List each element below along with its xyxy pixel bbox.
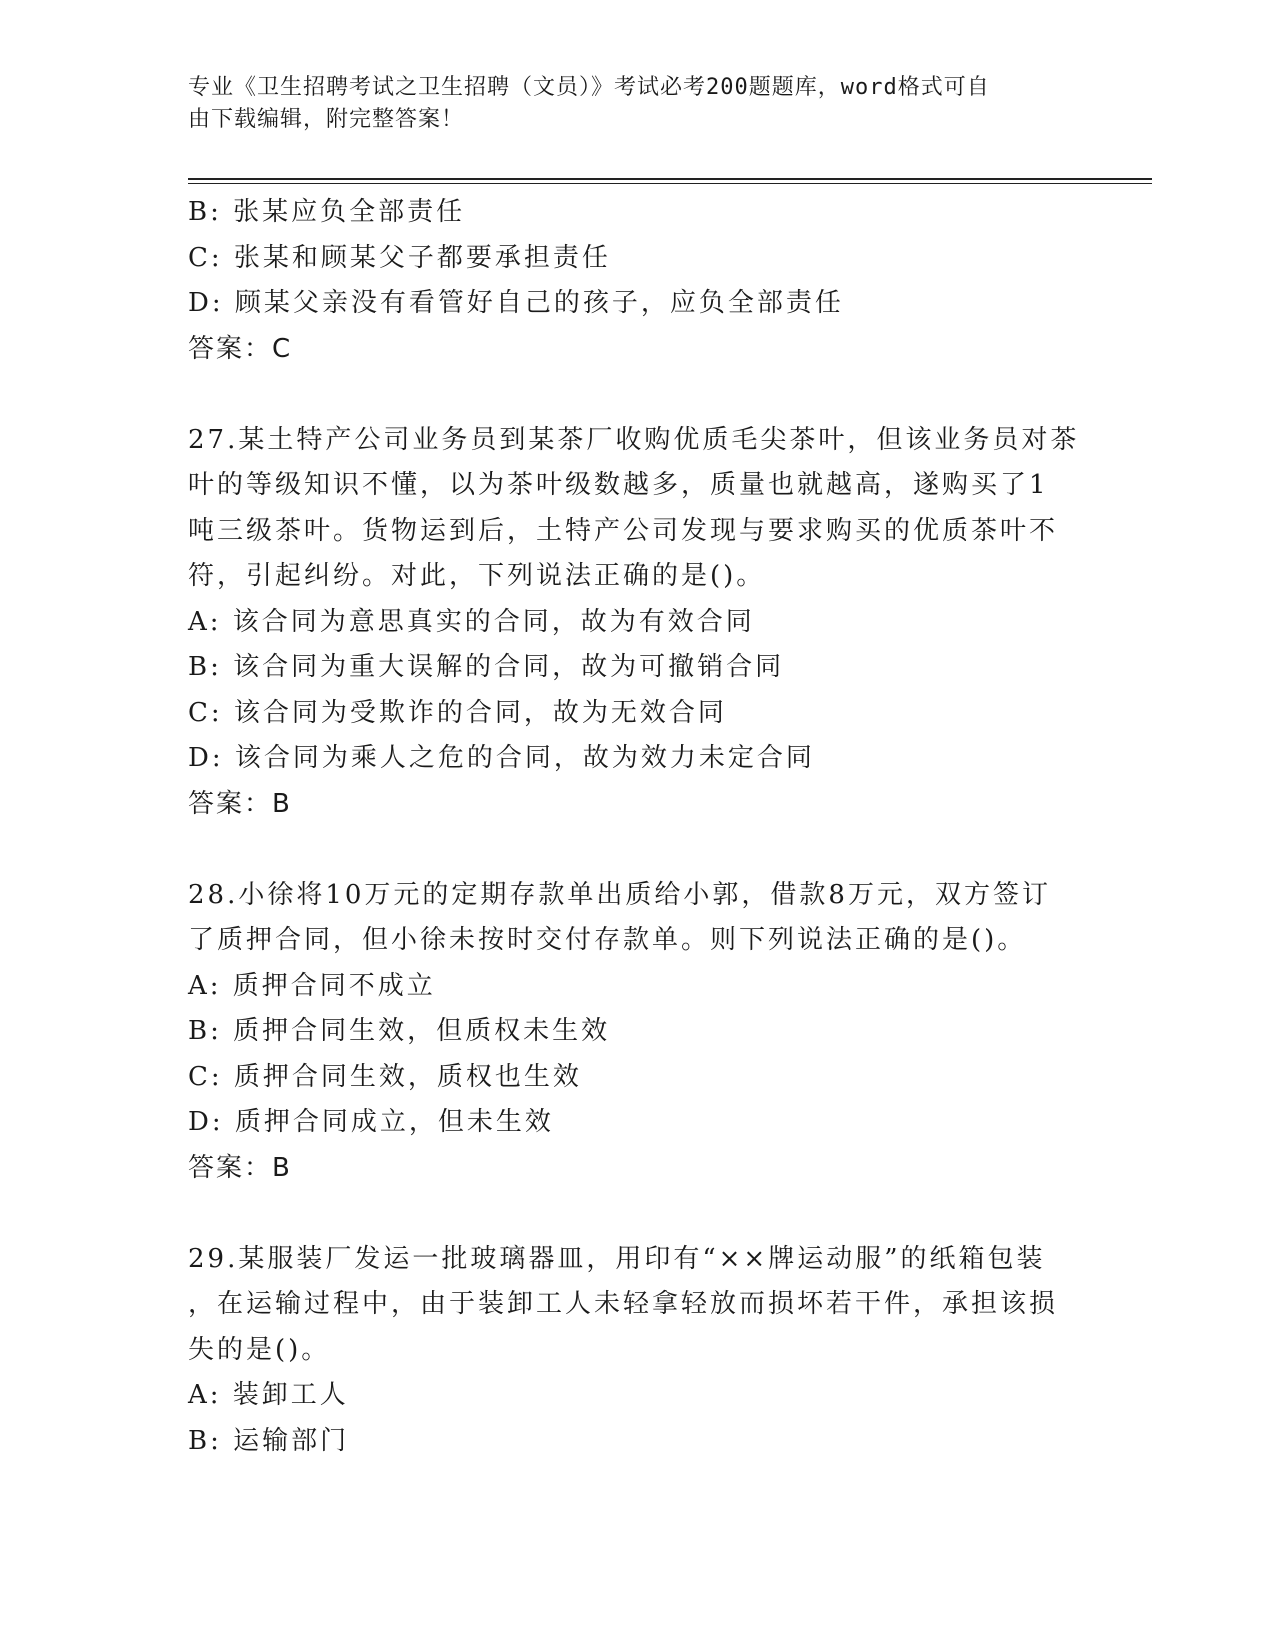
header-line-1: 专业《卫生招聘考试之卫生招聘（文员）》考试必考200题题库，word格式可自 — [188, 75, 990, 100]
question-gap — [188, 1191, 1088, 1237]
document-header — [188, 72, 1068, 136]
question-list — [188, 190, 1088, 1464]
question-stem-line: 28.小徐将10万元的定期存款单出质给小郭，借款8万元，双方签订 — [188, 879, 1051, 910]
question-stem-line: 吨三级茶叶。货物运到后，土特产公司发现与要求购买的优质茶叶不 — [188, 515, 1059, 546]
option-c: C: 张某和顾某父子都要承担责任 — [188, 242, 611, 273]
question-29 — [188, 1237, 1088, 1465]
question-stem-line: 叶的等级知识不懂，以为茶叶级数越多，质量也就越高，遂购买了1 — [188, 470, 1049, 500]
answer-label: 答案：C — [188, 333, 293, 364]
question-27 — [188, 418, 1088, 828]
answer-label: 答案：B — [188, 1152, 292, 1183]
option-b: B: 质押合同生效，但质权未生效 — [188, 1016, 611, 1046]
question-stem-line: ，在运输过程中，由于装卸工人未轻拿轻放而损坏若干件，承担该损 — [188, 1289, 1059, 1319]
option-b: B: 张某应负全部责任 — [188, 197, 466, 227]
option-d: D: 质押合同成立，但未生效 — [188, 1107, 554, 1137]
option-a: A: 该合同为意思真实的合同，故为有效合同 — [188, 606, 755, 637]
option-d: D: 顾某父亲没有看管好自己的孩子，应负全部责任 — [188, 288, 844, 318]
question-stem-line: 符，引起纠纷。对此，下列说法正确的是()。 — [188, 561, 766, 591]
option-d: D: 该合同为乘人之危的合同，故为效力未定合同 — [188, 743, 815, 773]
question-gap — [188, 372, 1088, 418]
answer-label: 答案：B — [188, 788, 292, 819]
question-gap — [188, 827, 1088, 873]
question-stem-line: 了质押合同，但小徐未按时交付存款单。则下列说法正确的是()。 — [188, 925, 1027, 955]
option-c: C: 质押合同生效，质权也生效 — [188, 1061, 582, 1092]
header-line-2: 由下载编辑，附完整答案！ — [188, 107, 465, 132]
option-a: A: 质押合同不成立 — [188, 970, 436, 1001]
option-a: A: 装卸工人 — [188, 1380, 349, 1410]
option-b: B: 运输部门 — [188, 1425, 350, 1456]
option-c: C: 该合同为受欺诈的合同，故为无效合同 — [188, 697, 727, 728]
question-stem-line: 29.某服装厂发运一批玻璃器皿，用印有“××牌运动服”的纸箱包装 — [188, 1243, 1046, 1274]
question-stem-line: 失的是()。 — [188, 1334, 331, 1365]
header-divider — [188, 178, 1152, 184]
option-b: B: 该合同为重大误解的合同，故为可撤销合同 — [188, 652, 785, 682]
question-stem-line: 27.某土特产公司业务员到某茶厂收购优质毛尖茶叶，但该业务员对茶 — [188, 424, 1080, 455]
question-26-tail — [188, 190, 1088, 372]
question-28 — [188, 873, 1088, 1192]
